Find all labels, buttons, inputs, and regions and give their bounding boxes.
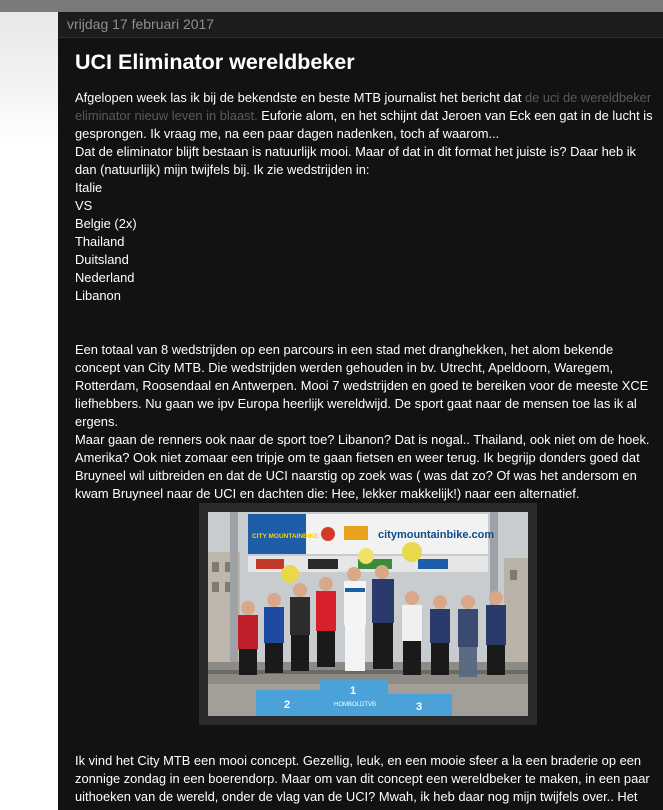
paragraph-line: Ik vind het City MTB een mooi concept. Gezellig, leuk, en een mooie sfeer a la een braderie op een [75,753,642,768]
paragraph-line: Een totaal van 8 wedstrijden op een parcours in een stad met dranghekken, het alom bekende [75,342,614,357]
paragraph-line: liefhebbers. Nu gaan we ipv Europa heerlijk wereldwijd. De sport gaat naar de mensen toe las ik al [75,396,637,411]
podium-brand: HOMBOLDTVB [334,702,377,708]
post-date: vrijdag 17 februari 2017 [67,16,215,32]
paragraph-line: ergens. [75,414,118,429]
paragraph-line: Bruyneel wil uitbreiden en dat de UCI naarstig op zoek was ( was dat zo? Of was het andersom en [75,468,637,483]
date-header [58,12,663,38]
country-item: Libanon [75,288,121,303]
post-title[interactable]: UCI Eliminator wereldbeker [75,50,355,74]
conclusion-paragraph [75,752,660,806]
paragraph-line: Dat de eliminator blijft bestaan is natuurlijk mooi. Maar of dat in dit format het juiste is? Daar heb ik [75,144,637,159]
paragraph-line: concept van City MTB. Die wedstrijden werden gehouden in bv. Utrecht, Apeldoorn, Waregem, [75,360,614,375]
podium-photo-frame [199,503,537,725]
left-margin [0,12,58,810]
country-item: Nederland [75,270,135,285]
country-item: Belgie (2x) [75,216,137,231]
paragraph-line: Maar gaan de renners ook naar de sport toe? Libanon? Dat is nogal.. Thailand, ook niet om de hoek. [75,432,650,447]
intro-text: Afgelopen week las ik bij de bekendste en beste MTB journalist het bericht dat [75,90,526,105]
paragraph-line: uithoeken van de wereld, onder de vlag van de UCI? Mwah, ik heb daar nog mijn twijfels over.. Het [75,789,638,804]
concept-paragraph [75,341,660,503]
paragraph-line: kwam Bruyneel naar de UCI en dachten die: Hee, lekker makkelijk!) naar een alternatief. [75,486,580,501]
intro-paragraph [75,89,660,143]
browser-top-bar [0,0,663,12]
podium-number: 1 [350,685,357,697]
country-item: VS [75,198,93,213]
country-item: Thailand [75,234,125,249]
paragraph-line: zonnige zondag in een boerendorp. Maar om van dit concept een wereldbeker te maken, in een paar [75,771,650,786]
podium-number: 2 [284,699,291,711]
races-paragraph [75,143,660,305]
paragraph-line: Amerika? Ook niet zomaar een tripje om te gaan fietsen en weer terug. Ik begrijp donders goed dat [75,450,640,465]
paragraph-line: Rotterdam, Roosendaal en Antwerpen. Mooi 7 wedstrijden en goed te bereiken voor de meeste XCE [75,378,649,393]
intro-text-end: gesprongen. Ik vraag me, na een paar dagen nadenken, toch af waarom... [75,126,500,141]
intro-text-continued: Euforie alom, en het schijnt dat Jeroen van Eck een gat in de lucht is [257,108,653,123]
blog-post [58,12,663,810]
article-link[interactable]: de uci de wereldbeker [525,90,652,105]
banner-logo: CITY MOUNTAINBIKE [252,533,319,540]
podium-number: 3 [416,701,423,713]
country-item: Duitsland [75,252,129,267]
podium-photo[interactable] [208,512,528,716]
country-item: Italie [75,180,103,195]
article-link-continued[interactable]: eliminator nieuw leven in blaast. [75,108,258,123]
paragraph-line: dan (natuurlijk) mijn twijfels bij. Ik zie wedstrijden in: [75,162,370,177]
banner-url: citymountainbike.com [378,529,495,541]
